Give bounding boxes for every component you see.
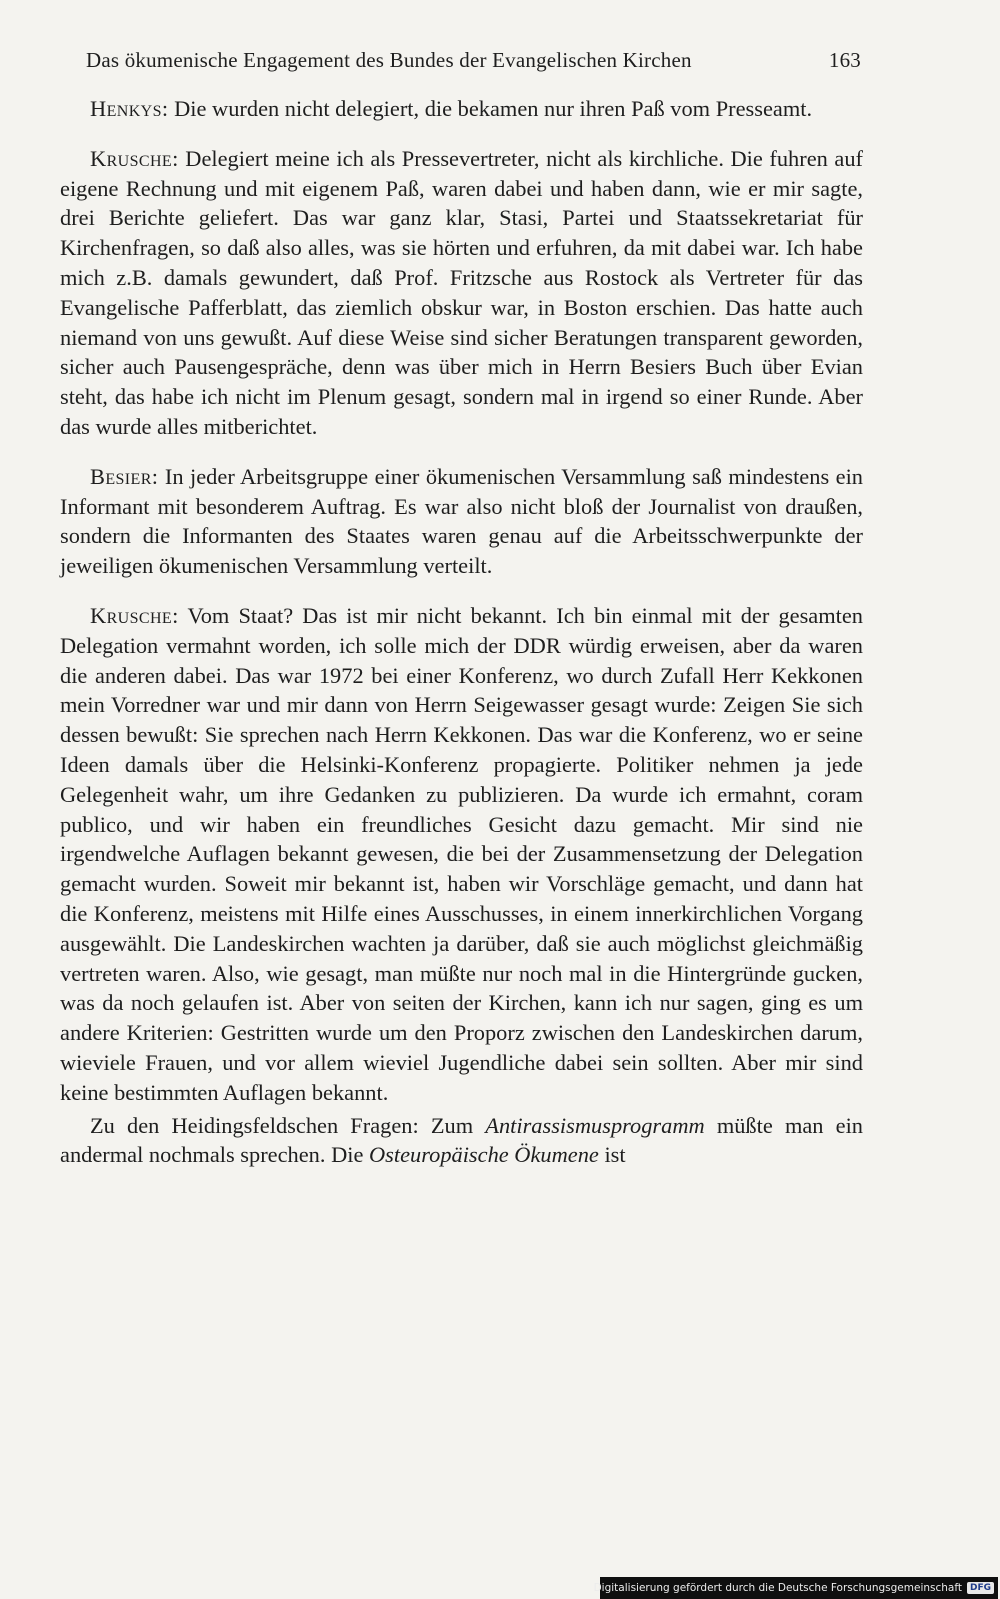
paragraph-krusche-1: [60, 144, 863, 442]
page-number: 163: [828, 48, 861, 72]
paragraph-text: müßte man ein andermal nochmals sprechen. Die: [60, 1112, 863, 1168]
paragraph-text: In jeder Arbeitsgruppe einer ökumenischen Versammlung saß mindestens ein Informant mit besonderem Auftrag. Es war also nicht bloß der Journalist von draußen, sondern die Informanten des Staates waren genau auf die Arbeitsschwerpunkte der jeweiligen ökumenischen Versammlung verteilt.: [60, 463, 863, 579]
digitization-footer: [593, 1577, 998, 1599]
footer-text: Digitalisierung gefördert durch die Deutsche Forschungsgemeinschaft: [593, 1582, 962, 1594]
speaker-name: Besier:: [90, 463, 159, 489]
paragraph-besier: [60, 462, 863, 581]
paragraph-text: Delegiert meine ich als Pressevertreter, nicht als kirchliche. Die fuhren auf eigene Rechnung und mit eigenem Paß, waren dabei und haben dann, wie er mir sagte, drei Berichte geliefert. Das war ganz klar, Stasi, Partei und Staatssekretariat für Kirchenfragen, so daß also alles, was sie hörten und erfuhren, da mit dabei war. Ich habe mich z.B. damals gewundert, daß Prof. Fritzsche aus Rostock als Vertreter für das Evangelische Pafferblatt, das ziemlich obskur war, in Boston erschien. Das hatte auch niemand von uns gewußt. Auf diese Weise sind sicher Beratungen transparent geworden, sicher auch Pausengespräche, denn was über mich in Herrn Besiers Buch über Evian steht, das habe ich nicht im Plenum gesagt, sondern mal in irgend so einer Runde. Aber das wurde alles mitberichtet.: [60, 145, 863, 439]
body-text: [60, 94, 863, 1190]
paragraph-krusche-2: [60, 601, 863, 1108]
speaker-name: Krusche:: [90, 602, 179, 628]
paragraph-heidingsfeld: [60, 1111, 863, 1171]
italic-term: Osteuropäische Ökumene: [369, 1142, 599, 1168]
speaker-name: Krusche:: [90, 145, 179, 171]
dfg-logo: DFG: [967, 1582, 994, 1594]
paragraph-text: Die wurden nicht delegiert, die bekamen nur ihren Paß vom Presseamt.: [168, 96, 813, 121]
running-head-title: Das ökumenische Engagement des Bundes der Evangelischen Kirchen: [86, 48, 692, 72]
paragraph-text: Zu den Heidingsfeldschen Fragen: Zum: [90, 1112, 486, 1138]
paragraph-text: ist: [598, 1142, 626, 1168]
speaker-name: Henkys:: [90, 96, 169, 121]
italic-term: Antirassismusprogramm: [485, 1112, 705, 1138]
running-head: [86, 46, 861, 74]
paragraph-text: Vom Staat? Das ist mir nicht bekannt. Ich bin einmal mit der gesamten Delegation vermahnt worden, ich solle mich der DDR würdig erweisen, aber da waren die anderen dabei. Das war 1972 bei einer Konferenz, wo durch Zufall Herr Kekkonen mein Vorredner war und mir dann von Herrn Seigewasser gesagt wurde: Zeigen Sie sich dessen bewußt: Sie sprechen nach Herrn Kekkonen. Das war die Konferenz, wo er seine Ideen damals über die Helsinki-Konferenz propagierte. Politiker nehmen ja jede Gelegenheit wahr, um ihre Gedanken zu publizieren. Da wurde ich ermahnt, coram publico, und wir haben ein freundliches Gesicht dazu gemacht. Mir sind nie irgendwelche Auflagen bekannt gewesen, die bei der Zusammensetzung der Delegation gemacht wurden. Soweit mir bekannt ist, haben wir Vorschläge gemacht, und dann hat die Konferenz, meistens mit Hilfe eines Ausschusses, in einem innerkirchlichen Vorgang ausgewählt. Die Landeskirchen wachten ja darüber, daß sie auch möglichst gleichmäßig vertreten waren. Also, wie gesagt, man müßte nur noch mal in die Hintergründe gucken, was da noch gelaufen ist. Aber von seiten der Kirchen, kann ich nur sagen, ging es um andere Kriterien: Gestritten wurde um den Proporz zwischen den Landeskirchen darum, wieviele Frauen, und vor allem wieviel Jugendliche dabei sein sollten. Aber mir sind keine bestimmten Auflagen bekannt.: [60, 602, 863, 1105]
paragraph-henkys: [60, 94, 863, 124]
